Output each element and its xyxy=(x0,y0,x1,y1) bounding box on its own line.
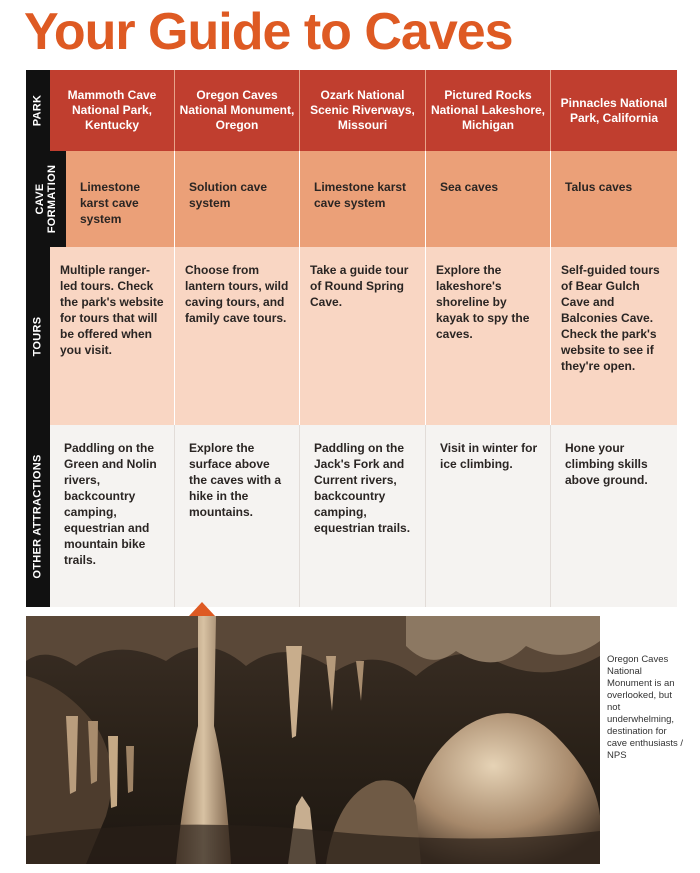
formation-cell: Limestone karst cave system xyxy=(300,151,426,247)
row-label-tours: TOURS xyxy=(26,247,50,425)
formation-cell: Limestone karst cave system xyxy=(66,151,175,247)
caves-guide-table xyxy=(26,70,677,607)
other-attractions-row xyxy=(50,425,677,607)
park-cell: Mammoth Cave National Park, Kentucky xyxy=(50,70,175,151)
formation-cell: Solution cave system xyxy=(175,151,300,247)
cave-photo xyxy=(26,616,600,864)
row-label-park: PARK xyxy=(26,70,50,151)
pointer-triangle xyxy=(189,602,215,616)
other-attractions-cell: Hone your climbing skills above ground. xyxy=(565,441,648,487)
tours-row xyxy=(50,247,677,425)
formation-cell: Sea caves xyxy=(426,151,551,247)
formation-cell: Talus caves xyxy=(565,180,633,194)
tours-cell: Take a guide tour of Round Spring Cave. xyxy=(300,247,426,425)
row-label-cave-formation: CAVE FORMATION xyxy=(26,151,66,247)
row-label-other-attractions: OTHER ATTRACTIONS xyxy=(26,425,50,607)
tours-cell: Self-guided tours of Bear Gulch Cave and Balconies Cave. Check the park's website to see if they're open. xyxy=(561,263,660,373)
other-attractions-cell: Paddling on the Jack's Fork and Current rivers, backcountry camping, equestrian trails. xyxy=(300,425,426,607)
other-attractions-cell: Paddling on the Green and Nolin rivers, backcountry camping, equestrian and mountain bike trails. xyxy=(50,425,175,607)
page-title: Your Guide to Caves xyxy=(24,3,513,61)
other-attractions-cell: Visit in winter for ice climbing. xyxy=(426,425,551,607)
park-cell: Oregon Caves National Monument, Oregon xyxy=(175,70,300,151)
park-cell: Pinnacles National Park, California xyxy=(560,95,668,125)
photo-caption: Oregon Caves National Monument is an overlooked, but not underwhelming, destination for cave enthusiasts / NPS xyxy=(607,654,684,761)
other-attractions-cell: Explore the surface above the caves with a hike in the mountains. xyxy=(175,425,300,607)
park-row xyxy=(50,70,677,151)
park-cell: Pictured Rocks National Lakeshore, Michigan xyxy=(426,70,551,151)
tours-cell: Choose from lantern tours, wild caving tours, and family cave tours. xyxy=(175,247,300,425)
tours-cell: Explore the lakeshore's shoreline by kayak to spy the caves. xyxy=(426,247,551,425)
park-cell: Ozark National Scenic Riverways, Missouri xyxy=(300,70,426,151)
tours-cell: Multiple ranger-led tours. Check the park's website for tours that will be offered when you visit. xyxy=(50,247,175,425)
cave-formation-row xyxy=(66,151,677,247)
